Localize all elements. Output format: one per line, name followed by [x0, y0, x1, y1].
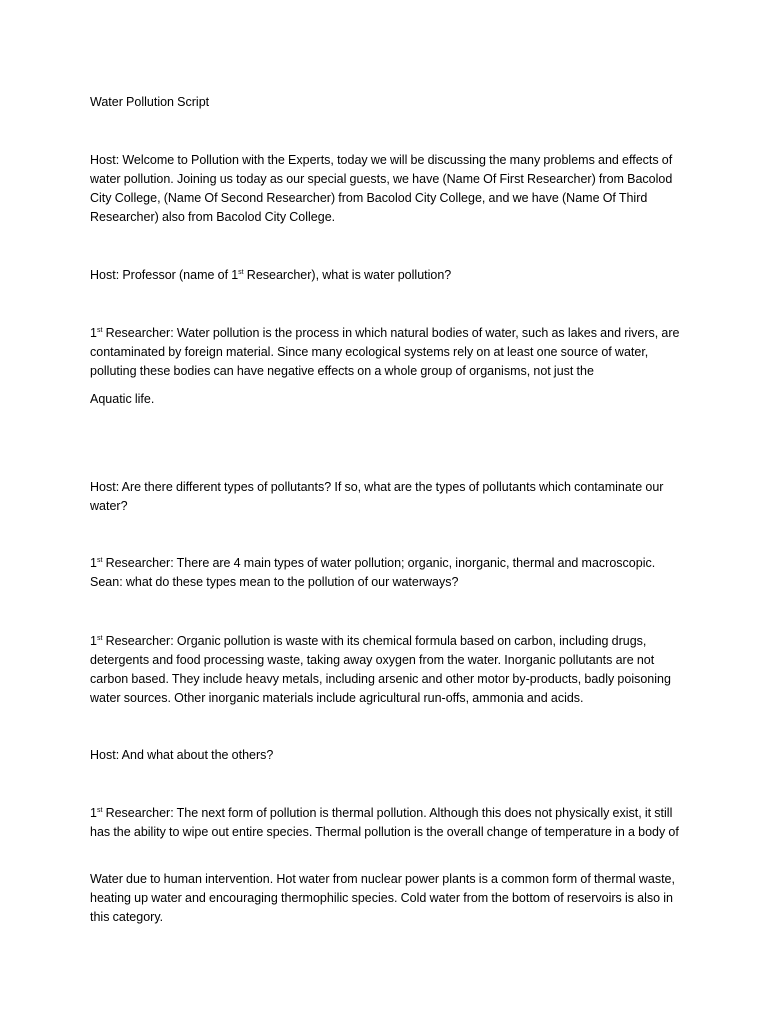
paragraph-text-after: Researcher: There are 4 main types of water pollution; organic, inorganic, thermal and macroscopic. Sean: what do these types mean to the pollution of our waterways?: [90, 556, 656, 589]
ordinal-superscript: st: [96, 327, 103, 334]
paragraph-aquatic-life: Aquatic life.: [90, 392, 155, 406]
paragraph-text-before: 1: [90, 556, 97, 570]
ordinal-superscript: st: [96, 635, 103, 642]
paragraph-text-after: Researcher: The next form of pollution is thermal pollution. Although this does not physically exist, it still has the ability to wipe out entire species. Thermal pollution is the overall change of temperature in a body of: [90, 806, 679, 839]
paragraph-text-before: 1: [90, 326, 97, 340]
paragraph-text-before: 1: [90, 634, 97, 648]
paragraph-host-welcome: Host: Welcome to Pollution with the Experts, today we will be discussing the many problems and effects of water pollution. Joining us today as our special guests, we have (Name Of First Researcher) from Bacolod City College, (Name Of Second Researcher) from Bacolod City College, and we have (Name Of Third Researcher) also from Bacolod City College.: [90, 153, 673, 224]
paragraph-host-question-3: Host: And what about the others?: [90, 748, 274, 762]
paragraph-researcher-answer-3: [90, 632, 686, 708]
paragraph-host-question-2: Host: Are there different types of pollutants? If so, what are the types of pollutants which contaminate our water?: [90, 480, 664, 513]
paragraph-text-after: Researcher), what is water pollution?: [243, 268, 452, 282]
document-title: Water Pollution Script: [90, 95, 210, 109]
paragraph-host-question-1: [90, 266, 686, 285]
ordinal-superscript: st: [238, 269, 244, 276]
paragraph-researcher-answer-1: [90, 324, 686, 381]
ordinal-superscript: st: [96, 807, 103, 814]
paragraph-text-after: Researcher: Water pollution is the process in which natural bodies of water, such as lakes and rivers, are contaminated by foreign material. Since many ecological systems rely on at least one source of water, polluting these bodies can have negative effects on a whole group of organisms, not just the: [90, 326, 680, 378]
paragraph-text-after: Researcher: Organic pollution is waste with its chemical formula based on carbon, including drugs, detergents and food processing waste, taking away oxygen from the water. Inorganic pollutants are not carbon based. They include heavy metals, including arsenic and other motor by-products, badly poisoning water sources. Other inorganic materials include agricultural run-offs, ammonia and acids.: [90, 634, 671, 705]
paragraph-thermal-continuation: Water due to human intervention. Hot water from nuclear power plants is a common form of thermal waste, heating up water and encouraging thermophilic species. Cold water from the bottom of reservoirs is also in this category.: [90, 872, 675, 924]
paragraph-researcher-answer-4: [90, 804, 686, 842]
paragraph-text-before: Host: Professor (name of 1: [90, 268, 239, 282]
paragraph-text-before: 1: [90, 806, 97, 820]
ordinal-superscript: st: [96, 557, 103, 564]
paragraph-researcher-answer-2: [90, 554, 686, 592]
